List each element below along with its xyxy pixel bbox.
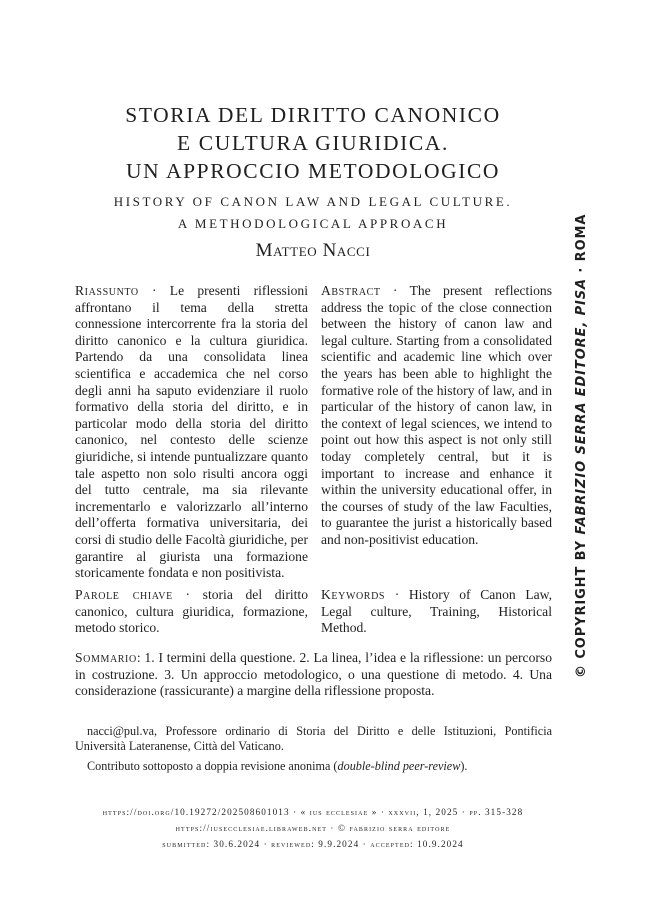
riassunto-separator: · [138, 283, 170, 298]
author-name: Matteo Nacci [255, 240, 371, 261]
article-title-line-3: UN APPROCCIO METODOLOGICO [125, 159, 501, 183]
review-note-text: Contributo sottoposto a doppia revisione anonima ( [87, 759, 338, 773]
english-title-line-1: HISTORY OF CANON LAW AND LEGAL CULTURE. [113, 194, 513, 209]
keywords-text: History of Canon Law, Legal culture, Training, Historical Method. [321, 587, 552, 636]
parole-chiave-text: storia del diritto canonico, cultura giuridica, formazione, metodo storico. [75, 587, 308, 636]
english-title-line-2: A METHODOLOGICAL APPROACH [177, 216, 449, 231]
parole-chiave-block [75, 587, 308, 637]
review-note-italic: double-blind peer-review [337, 759, 461, 773]
abstract-text: The present reflections address the topic of the close connection between the history of canon law and legal culture. Starting from a consolidated scientific and academic line which over the years has been able to highlight the formative role of the history of law, and in particular of the history of canon law, in the context of legal sciences, we intend to point out how this aspect is not only still today completely central, but it is important to increase and enhance it within the university educational offer, in the courses of study of the law Faculties, to guarantee the jurist a historically based and non-positivist education. [321, 283, 552, 547]
abstract-separator: · [380, 283, 410, 298]
review-note-end: ). [460, 759, 468, 773]
sommario-label: Sommario [75, 650, 137, 665]
review-note [75, 759, 552, 774]
keywords-separator: · [385, 587, 409, 602]
footer-doi-line: https://doi.org/10.19272/202508601013 · « ius ecclesiae » · xxxvii, 1, 2025 · pp. 315-328 [102, 807, 524, 817]
riassunto-block [75, 283, 308, 582]
copyright-prefix: © COPYRIGHT BY [574, 534, 589, 678]
article-title-line-2: E CULTURA GIURIDICA. [177, 131, 449, 155]
affiliation-note: nacci@pul.va, Professore ordinario di Storia del Diritto e delle Istituzioni, Pontificia Università Lateranense, Città del Vaticano. [75, 724, 552, 753]
riassunto-text: Le presenti riflessioni affrontano il tema della stretta connessione intercorrente fra la storia del diritto canonico e la cultura giuridica. Partendo da una consolidata linea scientifica e accademica che nel corso degli anni ha saputo evidenziare il ruolo formativo della storia del diritto, e in particolar modo della storia del diritto canonico, nel contesto delle scienze giuridiche, si intende puntualizzare quanto tale aspetto non solo risulti ancora oggi del tutto centrale, ma sia rilevante incrementarlo e valorizzarlo all’interno dell’offerta formativa universitaria, dei corsi di studio delle Facoltà giuridiche, per garantire al giurista una formazione storicamente fondata e non positivista. [75, 283, 308, 581]
copyright-suffix: · ROMA [574, 213, 589, 279]
riassunto-label: Riassunto [75, 283, 139, 298]
keywords-label: Keywords [321, 587, 386, 602]
article-title-line-1: STORIA DEL DIRITTO CANONICO [125, 103, 501, 127]
sommario-block [75, 650, 552, 700]
footer-website-line: https://iusecclesiae.libraweb.net · © fabrizio serra editore [175, 823, 451, 833]
abstract-label: Abstract [321, 283, 381, 298]
abstract-block [321, 283, 552, 549]
keywords-block [321, 587, 552, 637]
parole-chiave-label: Parole chiave [75, 587, 173, 602]
copyright-publisher: FABRIZIO SERRA EDITORE, PISA [574, 278, 589, 535]
sommario-text: : 1. I termini della questione. 2. La linea, l’idea e la riflessione: un percorso in costruzione. 3. Un approccio metodologico, o una questione di metodo. 4. Una considerazione (rassicurante) a margine della riflessione proposta. [75, 650, 552, 699]
parole-chiave-separator: · [172, 587, 203, 602]
copyright-vertical-text [574, 213, 594, 678]
footer-dates-line: submitted: 30.6.2024 · reviewed: 9.9.2024 · accepted: 10.9.2024 [162, 839, 464, 849]
